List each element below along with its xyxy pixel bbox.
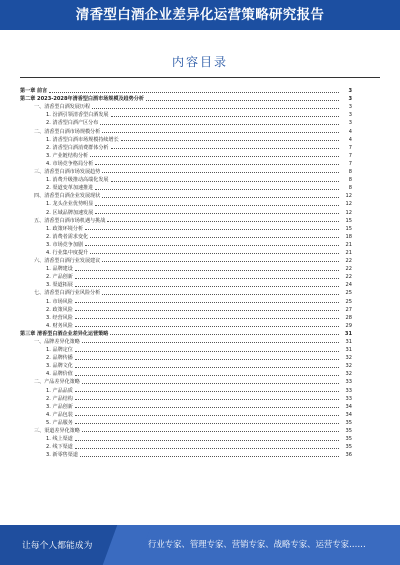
toc-page-number: 8 xyxy=(348,177,352,184)
toc-entry-title: 1. 清香型白酒市场规模持续增长 xyxy=(46,136,119,143)
toc-entry-title: 1. 市场风险 xyxy=(46,298,73,305)
toc-entry[interactable] xyxy=(20,167,352,175)
toc-entry-title: 3. 产业链结构分析 xyxy=(46,152,89,159)
toc-page-number: 32 xyxy=(345,355,352,362)
toc-entry[interactable] xyxy=(20,296,352,304)
toc-page-number: 31 xyxy=(345,347,352,354)
toc-entry-title: 3. 新零售渠道 xyxy=(46,452,78,459)
toc-page-number: 33 xyxy=(345,387,352,394)
toc-page-number: 34 xyxy=(345,403,352,410)
toc-entry[interactable] xyxy=(20,248,352,256)
toc-entry[interactable] xyxy=(20,159,352,167)
toc-entry-title: 2. 品牌传播 xyxy=(46,355,73,362)
toc-entry[interactable] xyxy=(20,216,352,224)
toc-leader-dots xyxy=(75,423,339,424)
toc-page-number: 35 xyxy=(345,428,352,435)
toc-page-number: 22 xyxy=(345,258,352,265)
toc-page-number: 3 xyxy=(348,120,352,127)
toc-leader-dots xyxy=(102,294,339,295)
toc-page-number: 15 xyxy=(345,217,352,224)
toc-page-number: 12 xyxy=(345,209,352,216)
toc-entry-title: 四、清香型白酒企业发展现状 xyxy=(34,193,101,200)
toc-page-number: 3 xyxy=(348,112,352,119)
toc-entry-title: 4. 市场竞争格局分析 xyxy=(46,160,94,167)
toc-entry-title: 一、清香型白酒发展历程 xyxy=(34,104,91,111)
footer-slogan: 让每个人都能成为 xyxy=(22,541,93,551)
toc-entry[interactable] xyxy=(20,110,352,118)
toc-leader-dots xyxy=(75,310,339,311)
toc-page-number: 7 xyxy=(348,144,352,151)
toc-entry-title: 1. 政策环境分析 xyxy=(46,225,84,232)
toc-entry[interactable] xyxy=(20,313,352,321)
toc-leader-dots xyxy=(75,367,339,368)
toc-page-number: 31 xyxy=(345,339,352,345)
toc-page-number: 21 xyxy=(345,249,352,256)
toc-entry[interactable] xyxy=(20,385,352,393)
toc-leader-dots xyxy=(75,318,339,319)
toc-entry-title: 1. 线上渠道 xyxy=(46,436,73,443)
toc-entry-title: 4. 品牌价值 xyxy=(46,371,73,378)
toc-page-number: 29 xyxy=(345,322,352,329)
toc-leader-dots xyxy=(102,172,339,173)
toc-entry[interactable] xyxy=(20,207,352,215)
toc-entry[interactable] xyxy=(20,240,352,248)
toc-page-number: 32 xyxy=(345,371,352,378)
toc-entry-title: 4. 行业集中度提升 xyxy=(46,249,89,256)
toc-entry-title: 2. 产品结构 xyxy=(46,395,73,402)
footer-tags: 行业专家、管理专家、营销专家、战略专家、运营专家…… xyxy=(148,539,366,549)
toc-leader-dots xyxy=(90,237,339,238)
toc-entry-title: 3. 市场竞争加剧 xyxy=(46,241,84,248)
toc-page-number: 15 xyxy=(345,225,352,232)
toc-entry[interactable] xyxy=(20,353,352,361)
toc-entry[interactable] xyxy=(20,402,352,410)
toc-entry-title: 第三章 清香型白酒企业差异化运营策略 xyxy=(20,330,109,337)
toc-leader-dots xyxy=(146,100,339,101)
toc-page-number: 4 xyxy=(348,136,352,143)
toc-entry[interactable] xyxy=(20,126,352,134)
toc-page-number: 24 xyxy=(345,282,352,289)
table-of-contents xyxy=(20,86,352,458)
toc-entry[interactable] xyxy=(20,151,352,159)
toc-leader-dots xyxy=(102,197,339,198)
toc-leader-dots xyxy=(82,342,339,343)
toc-entry[interactable] xyxy=(20,175,352,183)
toc-entry-title: 3. 渠道拓展 xyxy=(46,282,73,289)
toc-entry-title: 三、渠道差异化策略 xyxy=(34,428,80,435)
toc-entry-title: 一、品牌差异化策略 xyxy=(34,339,80,345)
toc-entry[interactable] xyxy=(20,143,352,151)
toc-entry[interactable] xyxy=(20,102,352,110)
toc-leader-dots xyxy=(111,181,339,182)
toc-leader-dots xyxy=(102,132,339,133)
toc-page-number: 7 xyxy=(348,160,352,167)
toc-entry-title: 七、清香型白酒行业风险分析 xyxy=(34,290,101,297)
toc-entry[interactable] xyxy=(20,118,352,126)
toc-divider xyxy=(20,77,380,78)
toc-leader-dots xyxy=(75,286,339,287)
toc-entry-title: 1. 龙头企业优势明显 xyxy=(46,201,94,208)
toc-leader-dots xyxy=(92,108,339,109)
toc-entry-title: 2. 区域品牌加速发展 xyxy=(46,209,94,216)
toc-page-number: 12 xyxy=(345,201,352,208)
toc-leader-dots xyxy=(75,407,339,408)
toc-page-number: 7 xyxy=(348,152,352,159)
toc-entry[interactable] xyxy=(20,288,352,296)
toc-leader-dots xyxy=(75,278,339,279)
toc-leader-dots xyxy=(90,156,339,157)
toc-entry-title: 5. 产品服务 xyxy=(46,419,73,426)
toc-leader-dots xyxy=(75,270,339,271)
toc-entry-title: 1. 品牌定位 xyxy=(46,347,73,354)
footer-banner xyxy=(0,525,400,565)
toc-leader-dots xyxy=(85,229,339,230)
toc-entry-title: 五、清香型白酒市场机遇与挑战 xyxy=(34,217,106,224)
toc-leader-dots xyxy=(75,415,339,416)
toc-entry-title: 2. 清香型白酒消费群体分析 xyxy=(46,144,109,151)
toc-entry[interactable] xyxy=(20,410,352,418)
toc-page-number: 22 xyxy=(345,266,352,273)
toc-page-number: 3 xyxy=(348,88,352,95)
toc-entry[interactable] xyxy=(20,337,352,345)
toc-entry[interactable] xyxy=(20,450,352,458)
toc-entry-title: 2. 线下渠道 xyxy=(46,444,73,451)
toc-page-number: 34 xyxy=(345,411,352,418)
toc-page-number: 25 xyxy=(345,298,352,305)
toc-entry[interactable] xyxy=(20,369,352,377)
toc-entry-title: 2. 政策风险 xyxy=(46,306,73,313)
toc-entry[interactable] xyxy=(20,361,352,369)
toc-leader-dots xyxy=(100,124,339,125)
toc-leader-dots xyxy=(75,351,339,352)
report-header-bar xyxy=(0,0,400,30)
toc-entry-title: 3. 产品创新 xyxy=(46,403,73,410)
toc-entry[interactable] xyxy=(20,426,352,434)
toc-entry[interactable] xyxy=(20,135,352,143)
toc-entry[interactable] xyxy=(20,377,352,385)
toc-title: 内容目录 xyxy=(171,55,228,69)
toc-leader-dots xyxy=(110,334,339,335)
toc-entry-title: 二、产品差异化策略 xyxy=(34,379,80,386)
toc-leader-dots xyxy=(75,302,339,303)
toc-entry-title: 4. 产品包装 xyxy=(46,411,73,418)
toc-entry[interactable] xyxy=(20,224,352,232)
toc-page-number: 32 xyxy=(345,363,352,370)
toc-page-number: 25 xyxy=(345,290,352,297)
toc-entry[interactable] xyxy=(20,232,352,240)
toc-entry[interactable] xyxy=(20,280,352,288)
toc-page-number: 18 xyxy=(345,233,352,240)
toc-page-number: 35 xyxy=(345,436,352,443)
toc-leader-dots xyxy=(95,189,339,190)
toc-page-number: 8 xyxy=(348,169,352,176)
toc-page-number: 36 xyxy=(345,452,352,459)
report-title: 清香型白酒企业差异化运营策略研究报告 xyxy=(75,7,325,23)
toc-leader-dots xyxy=(102,261,339,262)
toc-entry-title: 2. 产品创新 xyxy=(46,274,73,281)
toc-leader-dots xyxy=(82,383,339,384)
toc-entry[interactable] xyxy=(20,94,352,102)
toc-leader-dots xyxy=(95,213,339,214)
toc-entry-title: 4. 财务风险 xyxy=(46,322,73,329)
toc-entry[interactable] xyxy=(20,272,352,280)
toc-page-number: 21 xyxy=(345,241,352,248)
toc-entry[interactable] xyxy=(20,345,352,353)
toc-entry-title: 1. 产品品质 xyxy=(46,387,73,394)
toc-entry-title: 3. 经营风险 xyxy=(46,314,73,321)
toc-entry-title: 1. 品牌建设 xyxy=(46,266,73,273)
toc-entry[interactable] xyxy=(20,394,352,402)
toc-entry[interactable] xyxy=(20,86,352,94)
toc-leader-dots xyxy=(111,116,339,117)
toc-entry-title: 2. 清香型白酒产区分布 xyxy=(46,120,99,127)
toc-entry-title: 2. 渠道变革加速推进 xyxy=(46,185,94,192)
toc-page-number: 35 xyxy=(345,444,352,451)
toc-entry[interactable] xyxy=(20,442,352,450)
toc-leader-dots xyxy=(75,391,339,392)
toc-page-number: 3 xyxy=(348,104,352,111)
toc-page-number: 3 xyxy=(348,96,352,103)
toc-entry[interactable] xyxy=(20,418,352,426)
toc-entry-title: 第一章 前言 xyxy=(20,88,48,95)
toc-leader-dots xyxy=(49,92,339,93)
toc-entry[interactable] xyxy=(20,199,352,207)
toc-leader-dots xyxy=(75,375,339,376)
toc-entry[interactable] xyxy=(20,191,352,199)
toc-leader-dots xyxy=(111,148,339,149)
toc-entry-title: 第二章 2023-2028年清香型白酒市场规模及趋势分析 xyxy=(20,96,144,103)
toc-entry-title: 1. 汾酒引领清香型白酒发展 xyxy=(46,112,109,119)
toc-leader-dots xyxy=(75,399,339,400)
toc-leader-dots xyxy=(75,326,339,327)
toc-entry[interactable] xyxy=(20,321,352,329)
toc-entry-title: 2. 消费者需求变化 xyxy=(46,233,89,240)
toc-leader-dots xyxy=(90,253,339,254)
toc-entry-title: 1. 消费升级推动高端化发展 xyxy=(46,177,109,184)
toc-entry[interactable] xyxy=(20,183,352,191)
toc-page-number: 33 xyxy=(345,379,352,386)
toc-page-number: 4 xyxy=(348,128,352,135)
toc-leader-dots xyxy=(82,431,339,432)
toc-page-number: 31 xyxy=(344,330,352,337)
toc-leader-dots xyxy=(107,221,339,222)
toc-leader-dots xyxy=(95,164,339,165)
toc-entry-title: 六、清香型白酒行业发展建议 xyxy=(34,258,101,265)
toc-entry[interactable] xyxy=(20,256,352,264)
toc-leader-dots xyxy=(80,456,339,457)
toc-leader-dots xyxy=(75,359,339,360)
toc-leader-dots xyxy=(75,448,339,449)
toc-entry[interactable] xyxy=(20,264,352,272)
toc-entry-title: 二、清香型白酒市场规模分析 xyxy=(34,128,101,135)
toc-entry-title: 三、清香型白酒市场发展趋势 xyxy=(34,169,101,176)
toc-page-number: 28 xyxy=(345,314,352,321)
toc-entry-title: 3. 品牌文化 xyxy=(46,363,73,370)
toc-page-number: 8 xyxy=(348,185,352,192)
toc-leader-dots xyxy=(85,245,339,246)
toc-page-number: 12 xyxy=(345,193,352,200)
toc-entry[interactable] xyxy=(20,329,352,337)
toc-entry[interactable] xyxy=(20,305,352,313)
toc-page-number: 27 xyxy=(345,306,352,313)
toc-leader-dots xyxy=(95,205,339,206)
toc-leader-dots xyxy=(121,140,339,141)
toc-entry[interactable] xyxy=(20,434,352,442)
toc-leader-dots xyxy=(75,440,339,441)
toc-page-number: 22 xyxy=(345,274,352,281)
toc-page-number: 33 xyxy=(345,395,352,402)
toc-page-number: 35 xyxy=(345,419,352,426)
